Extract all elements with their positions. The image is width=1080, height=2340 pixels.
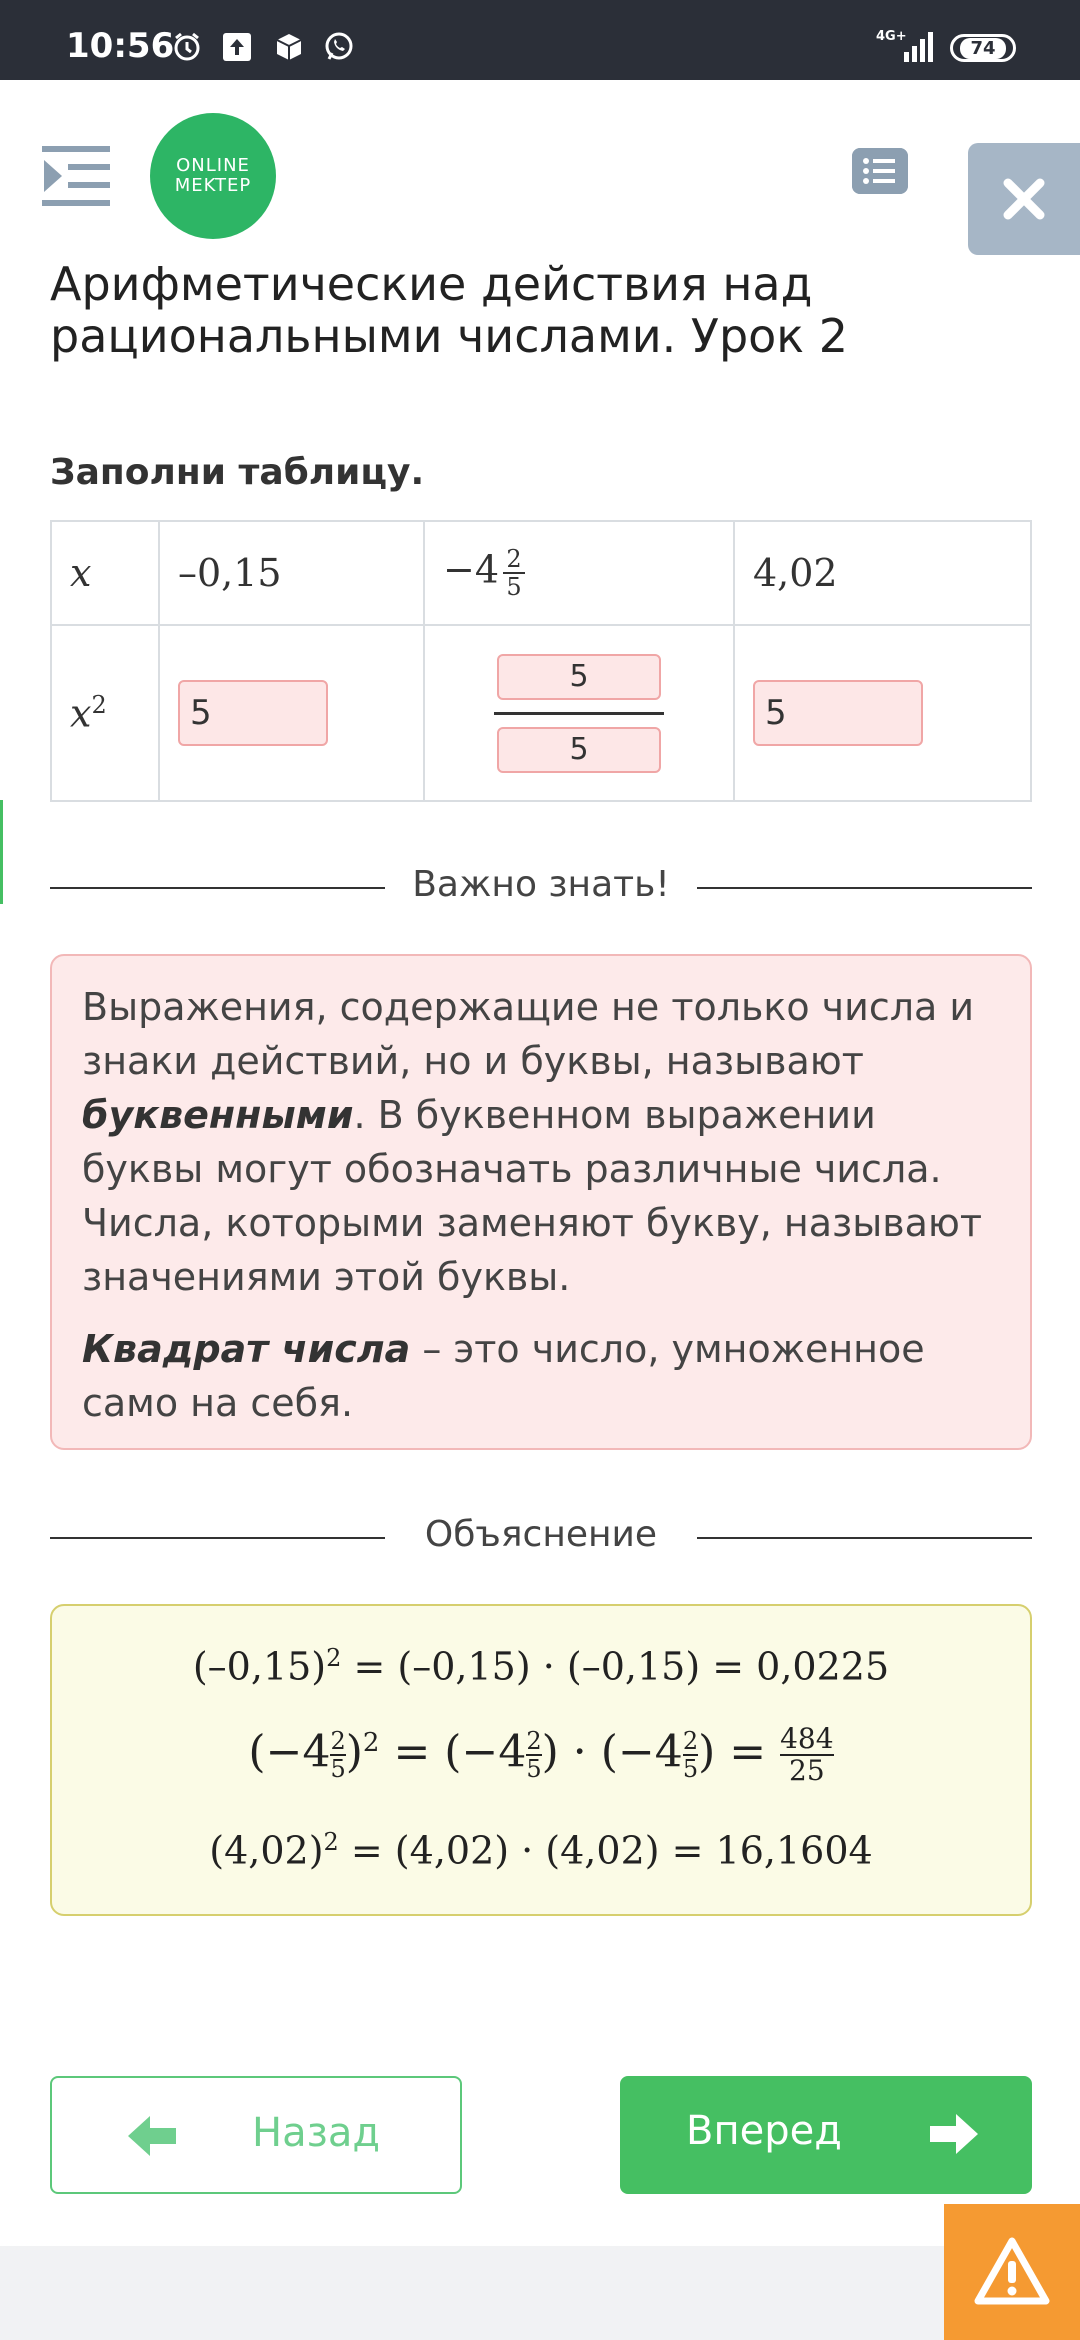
battery-indicator: 74 (950, 34, 1016, 62)
answer-input[interactable]: 5 (753, 680, 923, 746)
arrow-left-icon (124, 2108, 180, 2164)
signal-icon (902, 30, 936, 64)
fraction: $\frac{484}{25}$ (780, 1722, 834, 1787)
table-cell (734, 625, 1031, 801)
section-divider (50, 1512, 1032, 1562)
menu-toggle-icon[interactable] (40, 140, 112, 212)
warning-icon (974, 2237, 1050, 2307)
formula-line: $(4,02)^2 = (4,02) \cdot (4,02) = 16,1604$ (209, 1828, 873, 1873)
table-row (51, 521, 1031, 625)
status-time: 10:56 (66, 26, 175, 66)
section-divider (50, 862, 1032, 912)
table-cell: 4,02 (734, 521, 1031, 625)
close-button[interactable] (968, 143, 1080, 255)
table-cell: −4 $\frac{2}{5}$ (424, 521, 734, 625)
fraction: $\frac{2}{5}$ (330, 1727, 346, 1783)
fill-table (50, 520, 1032, 802)
logo: ONLINE MEKTEP (150, 113, 276, 239)
whatsapp-icon (322, 30, 356, 64)
table-cell (159, 625, 424, 801)
alarm-icon (170, 30, 204, 64)
fraction-answer (443, 654, 715, 773)
back-label: Назад (252, 2110, 381, 2156)
close-icon (1000, 175, 1048, 223)
table-cell: –0,15 (159, 521, 424, 625)
answer-input[interactable]: 5 (178, 680, 328, 746)
page-title: Арифметические действия над рациональными числами. Урок 2 (50, 257, 848, 363)
fraction: $\frac{2}{5}$ (682, 1727, 699, 1783)
info-paragraph: Квадрат числа – это число, умноженное само на себя. (82, 1327, 925, 1425)
arrow-right-icon (926, 2106, 982, 2162)
section-heading: Объяснение (424, 1514, 658, 1555)
side-indicator (0, 800, 3, 904)
footer-strip (0, 2246, 1080, 2340)
next-label: Вперед (686, 2108, 842, 2154)
fraction: $\frac{2}{5}$ (526, 1727, 542, 1783)
next-button[interactable] (620, 2076, 1032, 2194)
numerator-input[interactable]: 5 (497, 654, 661, 700)
info-box (50, 954, 1032, 1450)
task-label: Заполни таблицу. (50, 452, 425, 493)
formula-line: $(-0,15)^2 = (-0,15) \cdot (-0,15) = 0,0225$ (192, 1644, 890, 1689)
back-button[interactable] (50, 2076, 462, 2194)
table-cell: x (51, 521, 159, 625)
table-cell: $x^2$ (51, 625, 159, 801)
table-row (51, 625, 1031, 801)
denominator-input[interactable]: 5 (497, 727, 661, 773)
upload-icon (220, 30, 254, 64)
info-paragraph: Выражения, содержащие не только числа и знаки действий, но и буквы, называют буквенными. В буквенном выражении буквы могут обозначать различные числа. Числа, которыми заменяют букву, называют значениями этой буквы. (82, 985, 983, 1299)
section-heading: Важно знать! (412, 864, 670, 905)
explanation-box (50, 1604, 1032, 1916)
lesson-list-icon[interactable] (852, 148, 908, 194)
formula-line: (−4 $\frac{2}{5}$ )$^2$ = (−4 $\frac{2}{5}$ ) · (−4 $\frac{2}{5}$ ) = $\frac{484}{25}$ (248, 1722, 834, 1787)
network-indicator: 4G+ (876, 29, 907, 44)
fraction: $\frac{2}{5}$ (503, 546, 525, 600)
cube-icon (272, 30, 306, 64)
table-cell (424, 625, 734, 801)
report-problem-button[interactable] (944, 2204, 1080, 2340)
status-bar (0, 0, 1080, 80)
app-header (0, 80, 1080, 270)
